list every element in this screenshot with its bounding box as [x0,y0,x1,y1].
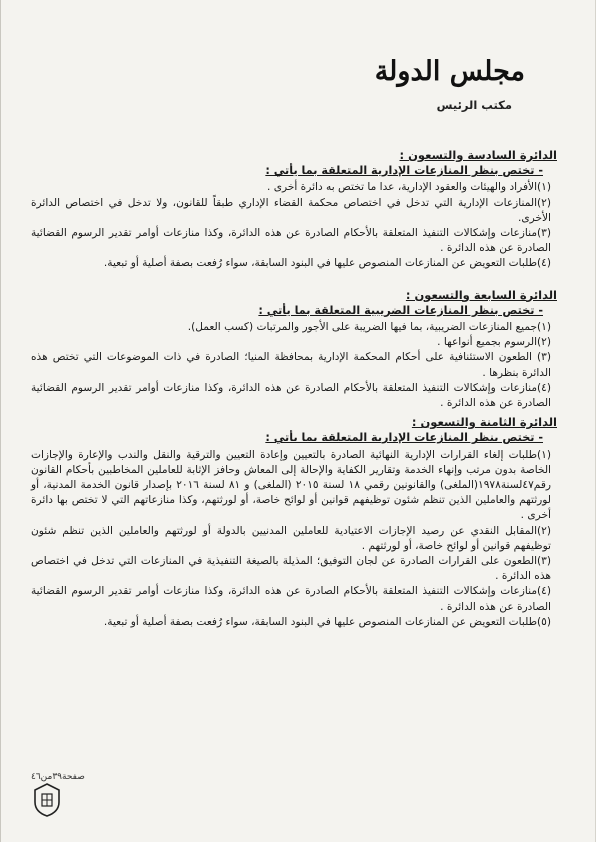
list-item: (١)جميع المنازعات الضريبية، بما فيها الضريبة على الأجور والمرتبات (كسب العمل). [187,321,551,334]
section-title: الدائرة السابعة والتسعون : [405,287,557,302]
section-subtitle: - تختص بنظر المنازعات الضريبية المتعلقة بما يأتي : [258,303,543,317]
section-97 [31,288,557,412]
list-item: (٥)طلبات التعويض عن المنازعات المنصوص عليها في البنود السابقة، سواء رُفعت بصفة أصلية أو تبعية. [103,615,551,628]
list-item: (٢)الرسوم بجميع أنواعها . [437,336,551,349]
state-council-seal-icon [31,782,63,818]
list-item: (٤)طلبات التعويض عن المنازعات المنصوص عليها في البنود السابقة، سواء رُفعت بصفة أصلية أو تبعية. [103,257,551,270]
list-item: (٢)المقابل النقدي عن رصيد الإجازات الاعتيادية للعاملين المدنيين بالدولة أو لورثتهم والعاملين الذين تنظم شئون توظيفهم قوانين أو لوائح خاصة، أو لورثتهم . [31,524,551,552]
section-subtitle: - تختص بنظر المنازعات الإدارية المتعلقة بما يأتي : [265,431,543,445]
list-item: (١)الأفراد والهيئات والعقود الإدارية، عدا ما تختص به دائرة أخرى . [266,181,551,194]
list-item: (٤)منازعات وإشكالات التنفيذ المتعلقة بالأحكام الصادرة عن هذه الدائرة، وكذا منازعات أوامر تقدير الرسوم القضائية الصادرة عن هذه الدائرة . [31,381,551,410]
list-item: (٣)الطعون على القرارات الصادرة عن لجان التوفيق؛ المذيلة بالصيغة التنفيذية في المنازعات التي تدخل في اختصاص هذه الدائرة . [31,555,551,583]
list-item: (٣)منازعات وإشكالات التنفيذ المتعلقة بالأحكام الصادرة عن هذه الدائرة، وكذا منازعات أوامر تقدير الرسوم القضائية الصادرة عن هذه الدائرة . [31,227,551,255]
list-item: (٣) الطعون الاستئنافية على أحكام المحكمة الإدارية بمحافظة المنيا؛ الصادرة في ذات الموضوعات التي تختص هذه الدائرة بنظرها . [31,351,551,379]
section-subtitle: - تختص بنظر المنازعات الإدارية المتعلقة بما يأتي : [265,164,543,178]
letterhead-title: مجلس الدولة [374,56,525,87]
document-body [31,148,557,630]
section-98 [31,415,557,630]
list-item: (٤)منازعات وإشكالات التنفيذ المتعلقة بالأحكام الصادرة عن هذه الدائرة، وكذا منازعات أوامر تقدير الرسوم القضائية الصادرة عن هذه الدائرة . [31,585,551,613]
list-item: (١)طلبات إلغاء القرارات الإدارية النهائية الصادرة بالتعيين وإعادة التعيين والترقية والنقل والندب والإعارة والإجازات الخاصة بدون مرتب وإنهاء الخدمة وتقارير الكفاية والإحالة إلى المعاش وحافز الإثابة للعاملين المخاطبين بأحكام القانون رقم٤٧لسنة١٩٧٨(الملغى) والقانونين رقمي ١٨ لسنة ٢٠١٥ (الملغى) و ٨١ لسنة ٢٠١٦ بإصدار قانون الخدمة المدنية، أو لورثتهم والعاملين الذين تنظم شئون توظيفهم قوانين أو لوائح خاصة، أو لورثتهم، وكذا منازعاتهم التي لا تختص بها دائرة أخرى . [31,448,551,522]
section-title: الدائرة السادسة والتسعون : [399,148,557,162]
section-96 [31,148,557,272]
section-title: الدائرة الثامنة والتسعون : [411,415,557,430]
list-item: (٢)المنازعات الإدارية التي تدخل في اختصاص محكمة القضاء الإداري طبقاً للقانون، ولا تدخل في اختصاص الدائرة الأخرى. [31,196,551,224]
page-number: صفحة٣٩من٤٦ [31,772,85,782]
letterhead-subtitle: مكتب الرئيس [436,98,512,112]
